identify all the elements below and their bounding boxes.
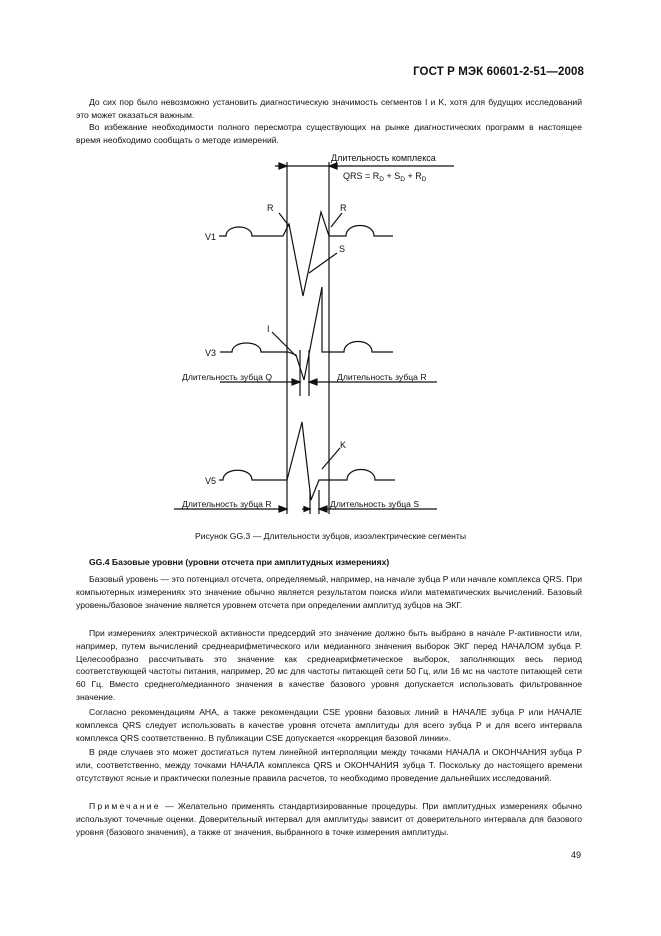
point-label-s: S bbox=[339, 244, 346, 254]
body-paragraph-4: В ряде случаев это может достигаться путем линейной интерполяции между точками НАЧАЛА и ОКОНЧАНИЯ зубца P или, соответственно, между точками НАЧАЛА комплекса QRS и ОКОНЧАНИЯ зубца T. Поскольку до настоящего времени отсутствуют ясные и практически полезные правила расчетов, то необходимо проведение дальнейших исследований. bbox=[76, 747, 582, 783]
q-duration-label: Длительность зубца Q bbox=[182, 372, 273, 382]
note-text: — Желательно применять стандартизированные процедуры. При амплитудных измерениях обычно используют точечные оценки. Доверительный интервал для амплитуды зависит от доверительного интервала для базового уровня (базового значения), а также от значения, выбранного в точке измерения амплитуды. bbox=[76, 801, 582, 837]
section-heading: GG.4 Базовые уровни (уровни отсчета при амплитудных измерениях) bbox=[89, 557, 390, 567]
note-label: Примечание bbox=[89, 801, 161, 811]
ecg-trace-v3 bbox=[220, 287, 393, 380]
point-label-k: K bbox=[340, 440, 347, 450]
s-duration-label: Длительность зубца S bbox=[330, 499, 420, 509]
intro-paragraph-2: Во избежание необходимости полного пересмотра существующих на рынке диагностических программ в настоящее время необходимо сообщать о методе измерений. bbox=[76, 122, 582, 145]
r-duration-label-v5: Длительность зубца R bbox=[182, 499, 272, 509]
lead-label-v5: V5 bbox=[205, 476, 217, 486]
qrs-duration-label: Длительность комплекса bbox=[331, 153, 436, 163]
lead-label-v1: V1 bbox=[205, 232, 217, 242]
point-label-i: I bbox=[267, 324, 270, 334]
figure-caption: Рисунок GG.3 — Длительности зубцов, изоэлектрические сегменты bbox=[194, 531, 467, 541]
point-label-r-left: R bbox=[267, 203, 274, 213]
r-duration-label-v3: Длительность зубца R bbox=[337, 372, 427, 382]
body-paragraph-1: Базовый уровень — это потенциал отсчета, определяемый, например, на начале зубца P или начале комплекса QRS. При компьютерных измерениях это значение обычно является результатом поиска и/или математических вычислений. Базовый уровень/базовое значение является уровнем отсчета при определении амплитуд зубцов на ЭКГ. bbox=[76, 574, 582, 610]
ecg-trace-v1 bbox=[219, 212, 393, 296]
page-number: 49 bbox=[570, 850, 581, 860]
lead-label-v3: V3 bbox=[205, 348, 217, 358]
body-paragraph-2: При измерениях электрической активности предсердий это значение должно быть выбрано в начале P-активности или, например, путем вычислений среднеарифметического или медианного значения выборок ЭКГ перед НАЧАЛОМ зубца P. Целесообразно рассчитывать это значение как среднеарифметическое выборок, заполняющих весь период соответствующей частоты питания, например, 20 мс для частоты питающей сети 50 Гц, или 16 мс на частоте питающей сети 60 Гц. Вместо среднего/медианного значения в качестве базового уровня допускается использовать фильтрованное значение. bbox=[76, 628, 582, 702]
note-paragraph bbox=[76, 800, 582, 838]
intro-paragraph-1: До сих пор было невозможно установить диагностическую значимость сегментов I и K, хотя для будущих исследований это может оказаться важным. bbox=[76, 97, 582, 120]
ecg-trace-v5 bbox=[219, 422, 395, 500]
qrs-formula: QRS = $R_D + S_D + R_D$ bbox=[343, 171, 427, 183]
point-label-r-right: R bbox=[340, 203, 347, 213]
document-header: ГОСТ Р МЭК 60601-2-51—2008 bbox=[413, 66, 584, 78]
body-paragraph-3: Согласно рекомендациям АНА, а также рекомендации CSE уровни базовых линий в НАЧАЛЕ зубца P или НАЧАЛЕ комплекса QRS следует использовать в качестве уровня отсчета амплитуды для всего зубца P и для всего интервала комплекса QRS соответственно. В публикации CSE допускается «коррекция базовой линии». bbox=[76, 707, 582, 743]
